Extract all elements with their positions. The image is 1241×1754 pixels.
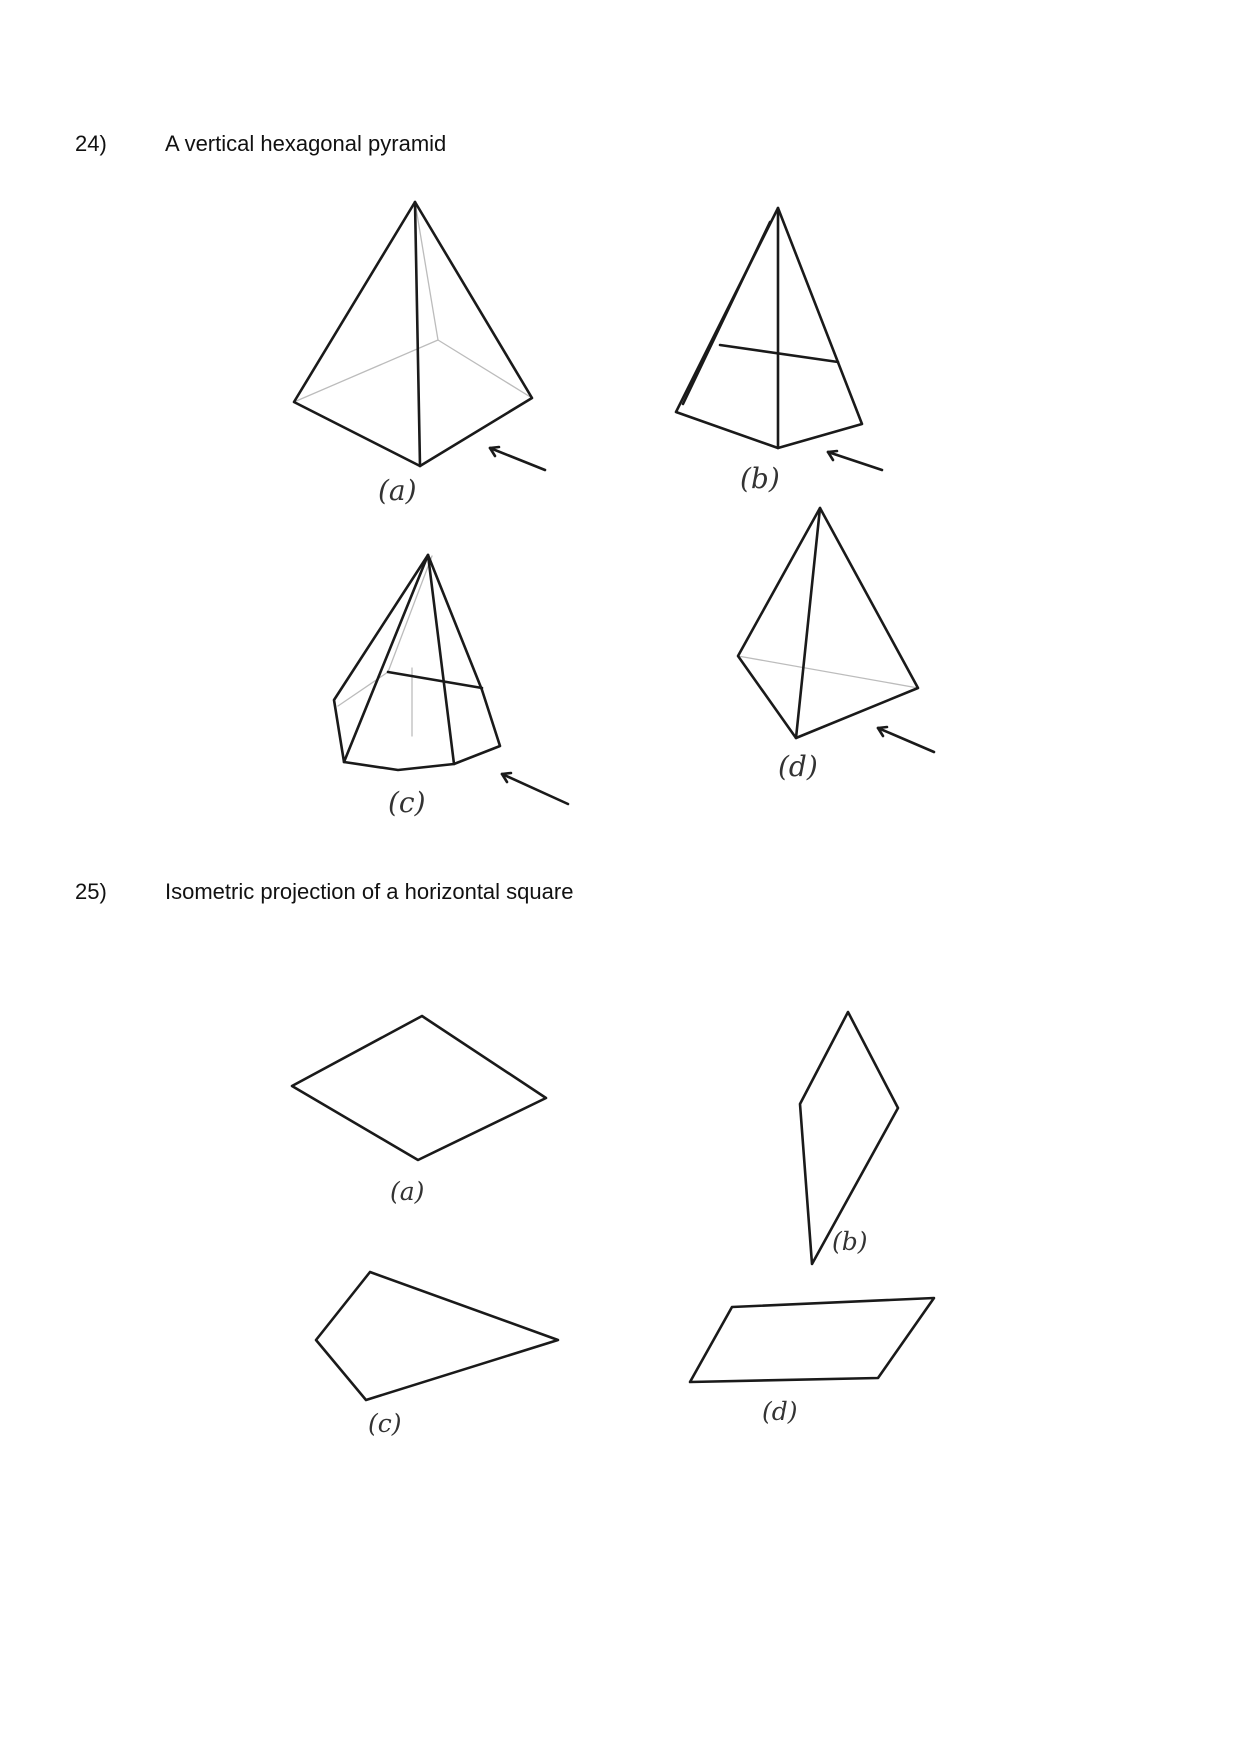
q24-option-d-label: (d)	[778, 750, 818, 783]
question-number: 25)	[75, 879, 107, 904]
q25-option-b-figure	[800, 1012, 898, 1264]
q25-option-a-label: (a)	[390, 1177, 425, 1206]
q25-option-c-figure	[316, 1272, 558, 1400]
q25-option-b-label: (b)	[832, 1227, 868, 1256]
question-number: 24)	[75, 131, 107, 156]
q25-option-a-figure	[292, 1016, 546, 1160]
q24-option-c-figure	[334, 555, 568, 804]
question-text: Isometric projection of a horizontal square	[165, 879, 574, 904]
q24-option-b-label: (b)	[740, 462, 780, 495]
q24-option-c-label: (c)	[388, 786, 426, 819]
q25-option-d-figure	[690, 1298, 934, 1382]
q25-option-d-label: (d)	[762, 1397, 798, 1426]
q24-option-a-label: (a)	[378, 474, 417, 507]
q24-option-a-figure	[294, 202, 545, 470]
question-text: A vertical hexagonal pyramid	[165, 131, 447, 156]
q24-option-b-figure	[676, 208, 882, 470]
q24-option-d-figure	[738, 508, 934, 752]
q25-option-c-label: (c)	[368, 1409, 402, 1438]
